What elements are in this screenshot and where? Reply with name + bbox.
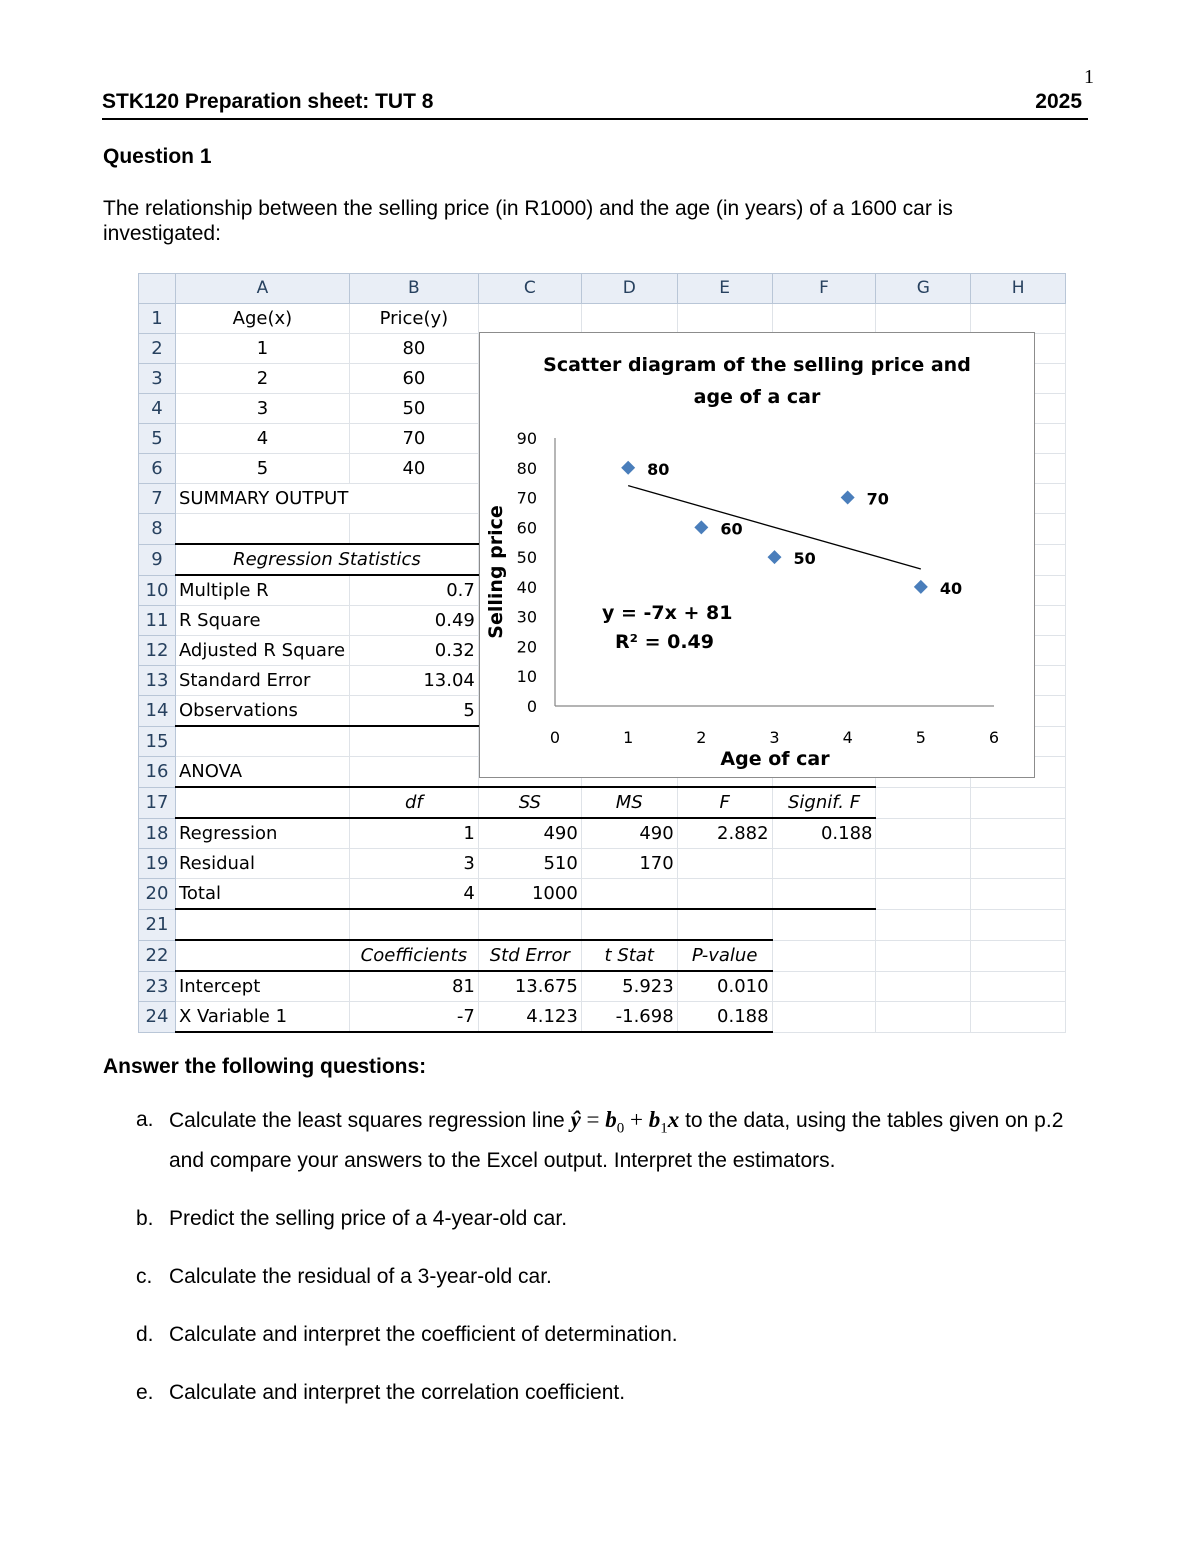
question-text: Calculate and interpret the correlation coefficient.	[169, 1380, 626, 1404]
y-tick-label: 10	[516, 667, 537, 687]
cell-stat-label[interactable]: Adjusted R Square	[175, 636, 349, 666]
cell-anova-df[interactable]: 3	[349, 849, 478, 879]
row-header[interactable]: 18	[139, 818, 176, 849]
cell-age[interactable]: 2	[175, 364, 349, 394]
cell-age[interactable]: 1	[175, 334, 349, 364]
cell-age[interactable]: 3	[175, 394, 349, 424]
column-header[interactable]: A	[175, 274, 349, 304]
cell[interactable]	[175, 514, 349, 545]
data-point-marker	[694, 520, 708, 534]
column-header[interactable]: B	[349, 274, 478, 304]
formula-yhat: ŷ	[570, 1107, 581, 1132]
row-header[interactable]: 16	[139, 757, 176, 788]
row-header[interactable]: 7	[139, 484, 176, 514]
question-label: a.	[136, 1108, 154, 1131]
row-header[interactable]: 13	[139, 666, 176, 696]
cell-stat-value[interactable]: 0.7	[349, 575, 478, 606]
question-item	[136, 1319, 1086, 1351]
cell-anova-header[interactable]: Signif. F	[772, 787, 876, 818]
row-header[interactable]: 17	[139, 787, 176, 818]
page-number: 1	[1084, 66, 1094, 88]
cell-summary-output[interactable]: SUMMARY OUTPUT	[175, 484, 478, 514]
cell-anova[interactable]: ANOVA	[175, 757, 349, 788]
intro-text: The relationship between the selling price (in R1000) and the age (in years) of a 1600 car is investigated:	[103, 197, 953, 245]
cell-price-header[interactable]: Price(y)	[349, 304, 478, 334]
row-header[interactable]: 19	[139, 849, 176, 879]
row-header[interactable]: 2	[139, 334, 176, 364]
sheet-row	[139, 1002, 1066, 1033]
y-tick-label: 0	[526, 697, 537, 716]
row-header[interactable]: 5	[139, 424, 176, 454]
cell-coef-header[interactable]: Coefficients	[349, 940, 478, 971]
cell-anova-label[interactable]: Total	[175, 879, 349, 910]
cell-stat-value[interactable]: 13.04	[349, 666, 478, 696]
question-list	[136, 1104, 1086, 1435]
cell-anova-ms[interactable]	[581, 879, 677, 910]
cell-price[interactable]: 70	[349, 424, 478, 454]
cell[interactable]	[971, 304, 1066, 334]
cell-coef-header[interactable]: Std Error	[478, 940, 581, 971]
regression-formula	[570, 1107, 680, 1137]
sheet-row	[139, 849, 1066, 879]
formula-b0-sub: 0	[616, 1120, 625, 1137]
cell-anova-df[interactable]: 1	[349, 818, 478, 849]
cell-anova-ms[interactable]: 170	[581, 849, 677, 879]
cell[interactable]	[876, 971, 971, 1002]
chart-title: Scatter diagram of the selling price and	[543, 354, 971, 376]
x-tick-label: 0	[549, 728, 561, 747]
y-tick-label: 30	[516, 607, 537, 627]
formula-x: x	[667, 1107, 680, 1132]
cell-anova-ms[interactable]: 490	[581, 818, 677, 849]
question-text: to the data, using the tables given on p.2 and compare your answers to the Excel output. Interpret the estimators.	[169, 1109, 1064, 1172]
question-text: Predict the selling price of a 4-year-old car.	[169, 1206, 568, 1230]
cell-p-value[interactable]: 0.010	[677, 971, 772, 1002]
y-tick-label: 40	[516, 577, 537, 597]
cell[interactable]	[478, 304, 581, 334]
cell-stat-value[interactable]: 0.49	[349, 606, 478, 636]
cell[interactable]	[971, 909, 1066, 940]
question-item	[136, 1377, 1086, 1409]
cell[interactable]	[349, 726, 478, 757]
y-tick-label: 60	[516, 518, 537, 538]
row-header[interactable]: 24	[139, 1002, 176, 1033]
question-label: c.	[136, 1264, 153, 1288]
column-header[interactable]: H	[971, 274, 1066, 304]
cell[interactable]	[772, 909, 876, 940]
cell-anova-df[interactable]: 4	[349, 879, 478, 910]
cell[interactable]	[677, 304, 772, 334]
row-header[interactable]: 11	[139, 606, 176, 636]
sheet-title: STK120 Preparation sheet: TUT 8	[102, 90, 434, 113]
cell-stat-label[interactable]: Multiple R	[175, 575, 349, 606]
y-tick-label: 50	[516, 548, 537, 568]
cell[interactable]	[349, 514, 478, 545]
y-tick-label: 20	[516, 637, 537, 657]
cell-std-error[interactable]: 13.675	[478, 971, 581, 1002]
column-header[interactable]: F	[772, 274, 876, 304]
cell-anova-header[interactable]: SS	[478, 787, 581, 818]
cell[interactable]	[971, 849, 1066, 879]
cell[interactable]	[175, 726, 349, 757]
cell[interactable]	[876, 1002, 971, 1033]
x-tick-label: 5	[915, 728, 926, 747]
sheet-row	[139, 304, 1066, 334]
question-label: b.	[136, 1206, 154, 1230]
data-point-marker	[621, 461, 635, 475]
select-all-corner[interactable]	[139, 274, 176, 304]
y-axis-label: Selling price	[485, 505, 507, 639]
cell[interactable]	[772, 940, 876, 971]
row-header[interactable]: 14	[139, 696, 176, 727]
x-tick-label: 3	[769, 728, 780, 747]
sheet-row	[139, 940, 1066, 971]
question-text: Calculate the residual of a 3-year-old car.	[169, 1264, 552, 1288]
row-header[interactable]: 8	[139, 514, 176, 545]
question-item	[136, 1104, 1086, 1177]
cell-price[interactable]: 60	[349, 364, 478, 394]
cell-anova-header[interactable]: df	[349, 787, 478, 818]
cell-regression-statistics[interactable]: Regression Statistics	[175, 544, 478, 575]
row-header[interactable]: 3	[139, 364, 176, 394]
cell[interactable]	[876, 304, 971, 334]
question-text: Calculate and interpret the coefficient of determination.	[169, 1322, 678, 1346]
cell[interactable]	[876, 940, 971, 971]
row-header[interactable]: 4	[139, 394, 176, 424]
r-squared-label: R² = 0.49	[615, 631, 714, 653]
cell-p-value[interactable]: 0.188	[677, 1002, 772, 1033]
cell-anova-header[interactable]: F	[677, 787, 772, 818]
cell-anova-f[interactable]	[677, 849, 772, 879]
column-header[interactable]: D	[581, 274, 677, 304]
cell-price[interactable]: 40	[349, 454, 478, 484]
x-tick-label: 6	[988, 728, 1000, 747]
cell-price[interactable]: 80	[349, 334, 478, 364]
cell-age[interactable]: 5	[175, 454, 349, 484]
cell-anova-f[interactable]	[677, 879, 772, 910]
data-point-marker	[914, 580, 928, 594]
y-tick-label: 90	[516, 429, 537, 448]
cell-price[interactable]: 50	[349, 394, 478, 424]
question-label: e.	[136, 1380, 154, 1404]
cell-coef[interactable]: 81	[349, 971, 478, 1002]
cell[interactable]	[175, 909, 349, 940]
cell[interactable]	[876, 849, 971, 879]
sheet-row	[139, 971, 1066, 1002]
column-header-row	[139, 274, 1066, 304]
cell[interactable]	[971, 879, 1066, 910]
cell-std-error[interactable]: 4.123	[478, 1002, 581, 1033]
row-header[interactable]: 15	[139, 726, 176, 757]
data-point-label: 80	[647, 459, 670, 479]
cell-coef-header[interactable]: P-value	[677, 940, 772, 971]
cell-anova-label[interactable]: Residual	[175, 849, 349, 879]
row-header[interactable]: 9	[139, 544, 176, 575]
cell[interactable]	[175, 940, 349, 971]
question-item	[136, 1203, 1086, 1235]
row-header[interactable]: 22	[139, 940, 176, 971]
cell-coef-header[interactable]: t Stat	[581, 940, 677, 971]
sheet-row	[139, 879, 1066, 910]
cell[interactable]	[772, 1002, 876, 1033]
cell[interactable]	[677, 909, 772, 940]
cell-anova-label[interactable]: Regression	[175, 818, 349, 849]
cell-stat-label[interactable]: R Square	[175, 606, 349, 636]
cell[interactable]	[876, 909, 971, 940]
spreadsheet	[138, 273, 1066, 1027]
column-header[interactable]: E	[677, 274, 772, 304]
cell[interactable]	[971, 940, 1066, 971]
x-axis-label: Age of car	[720, 748, 830, 770]
cell-stat-value[interactable]: 0.32	[349, 636, 478, 666]
question-label: d.	[136, 1322, 154, 1346]
cell[interactable]	[478, 909, 581, 940]
formula-plus: +	[624, 1107, 649, 1132]
formula-b1: b	[648, 1107, 661, 1132]
cell[interactable]	[581, 909, 677, 940]
cell-age[interactable]: 4	[175, 424, 349, 454]
sheet-row	[139, 818, 1066, 849]
cell[interactable]	[971, 1002, 1066, 1033]
cell[interactable]	[349, 909, 478, 940]
cell-coef-label[interactable]: X Variable 1	[175, 1002, 349, 1033]
x-tick-label: 1	[623, 728, 634, 747]
row-header[interactable]: 10	[139, 575, 176, 606]
cell-anova-f[interactable]: 2.882	[677, 818, 772, 849]
cell-t-stat[interactable]: -1.698	[581, 1002, 677, 1033]
cell[interactable]	[772, 971, 876, 1002]
cell[interactable]	[349, 757, 478, 788]
cell-t-stat[interactable]: 5.923	[581, 971, 677, 1002]
cell[interactable]	[876, 818, 971, 849]
formula-equals: =	[580, 1107, 606, 1132]
cell-anova-header[interactable]: MS	[581, 787, 677, 818]
cell-stat-label[interactable]: Observations	[175, 696, 349, 727]
cell-stat-value[interactable]: 5	[349, 696, 478, 727]
cell-anova-ss[interactable]: 510	[478, 849, 581, 879]
cell-anova-ss[interactable]: 1000	[478, 879, 581, 910]
cell-anova-sig[interactable]: 0.188	[772, 818, 876, 849]
chart-canvas	[480, 333, 1034, 777]
column-header[interactable]: C	[478, 274, 581, 304]
cell-coef-label[interactable]: Intercept	[175, 971, 349, 1002]
cell[interactable]	[175, 787, 349, 818]
row-header[interactable]: 1	[139, 304, 176, 334]
question-item	[136, 1261, 1086, 1293]
x-tick-label: 2	[696, 728, 707, 747]
question-text: Calculate the least squares regression line	[169, 1109, 565, 1132]
row-header[interactable]: 21	[139, 909, 176, 940]
answer-heading: Answer the following questions:	[103, 1055, 427, 1078]
x-tick-label: 4	[842, 728, 853, 747]
cell[interactable]	[971, 971, 1066, 1002]
y-tick-label: 80	[516, 458, 537, 478]
sheet-row	[139, 909, 1066, 940]
row-header[interactable]: 12	[139, 636, 176, 666]
y-tick-label: 70	[516, 488, 537, 508]
data-point-label: 50	[793, 549, 816, 569]
cell[interactable]	[876, 787, 971, 818]
trendline-equation: y = -7x + 81	[602, 602, 733, 624]
data-point-marker	[768, 550, 782, 564]
column-header[interactable]: G	[876, 274, 971, 304]
cell-coef[interactable]: -7	[349, 1002, 478, 1033]
cell[interactable]	[772, 304, 876, 334]
cell[interactable]	[581, 304, 677, 334]
cell-anova-sig[interactable]	[772, 849, 876, 879]
cell[interactable]	[971, 787, 1066, 818]
row-header[interactable]: 6	[139, 454, 176, 484]
question-heading: Question 1	[103, 145, 212, 168]
sheet-row	[139, 787, 1066, 818]
formula-b0: b	[605, 1107, 617, 1132]
chart-title: age of a car	[693, 386, 821, 408]
row-header[interactable]: 23	[139, 971, 176, 1002]
cell-age-header[interactable]: Age(x)	[175, 304, 349, 334]
formula-b1-sub: 1	[660, 1120, 668, 1137]
cell-anova-ss[interactable]: 490	[478, 818, 581, 849]
cell[interactable]	[876, 879, 971, 910]
scatter-chart[interactable]	[479, 332, 1035, 778]
data-point-label: 60	[720, 519, 743, 539]
row-header[interactable]: 20	[139, 879, 176, 910]
data-point-label: 70	[866, 489, 889, 509]
data-point-marker	[841, 491, 855, 505]
cell-stat-label[interactable]: Standard Error	[175, 666, 349, 696]
page-header	[102, 90, 1088, 120]
cell[interactable]	[971, 818, 1066, 849]
header-year: 2025	[1035, 90, 1082, 113]
data-point-label: 40	[939, 578, 963, 598]
cell-anova-sig[interactable]	[772, 879, 876, 910]
